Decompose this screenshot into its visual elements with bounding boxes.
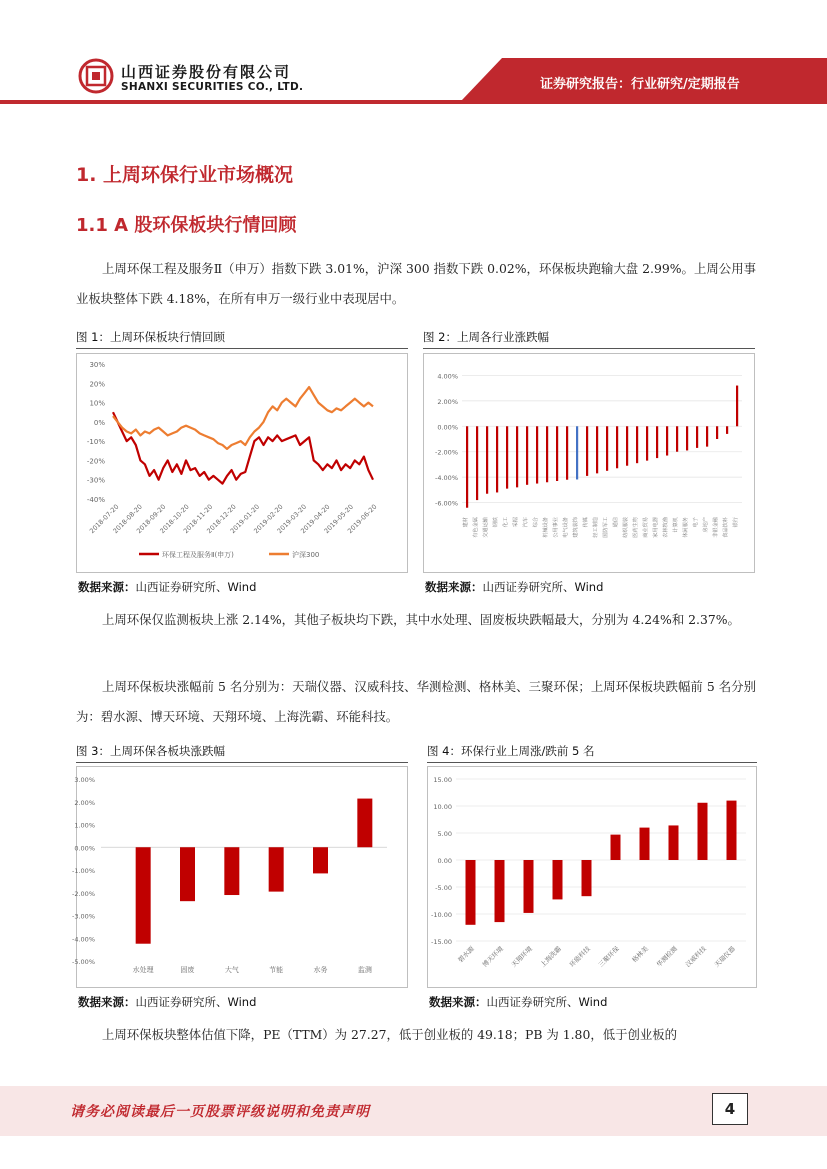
fig4-y-tick-label: 0.00 (437, 857, 452, 865)
fig2-bar (706, 426, 708, 446)
fig3-y-tick-label: -3.00% (72, 912, 95, 921)
fig4-y-tick-label: 10.00 (433, 803, 452, 811)
fig1-source-text: 山西证券研究所、Wind (135, 580, 257, 594)
fig4-y-tick-label: -5.00 (435, 884, 452, 892)
fig1-x-tick-label: 2018-08-20 (111, 502, 144, 536)
fig4-y-tick-label: -15.00 (431, 938, 452, 946)
fig2-bar (486, 426, 488, 493)
fig4-x-tick-label: 华测检测 (654, 944, 679, 969)
fig3-title-rule (76, 762, 408, 763)
fig3-source-label: 数据来源： (78, 995, 136, 1009)
fig3-title: 图 3：上周环保各板块涨跌幅 (76, 744, 225, 758)
fig4-bar (553, 860, 563, 899)
fig2-x-tick-label: 房地产 (703, 517, 709, 533)
fig1-y-tick-label: -20% (86, 457, 105, 466)
fig2-x-tick-label: 国防军工 (603, 517, 609, 538)
fig2-bar (596, 426, 598, 473)
fig2-bar (556, 426, 558, 481)
paragraph-1 (76, 254, 756, 314)
fig4-x-tick-label: 天翔环境 (509, 944, 534, 969)
fig2-bar (516, 426, 518, 487)
fig3-x-tick-label: 大气 (224, 966, 239, 974)
fig1-x-tick-label: 2019-01-20 (228, 502, 262, 536)
fig2-x-tick-label: 机械设备 (543, 517, 549, 538)
fig2-bar (616, 426, 618, 468)
fig1-series-line-0 (113, 412, 373, 483)
fig2-bar (576, 426, 578, 479)
section-heading: 1. 上周环保行业市场概况 (76, 164, 294, 186)
fig4-x-tick-label: 格林美 (630, 944, 650, 965)
fig2-x-tick-label: 纺织服装 (623, 517, 629, 538)
fig3-y-tick-label: -4.00% (72, 935, 95, 944)
fig2-bar (736, 386, 738, 427)
fig4-y-tick-label: 15.00 (433, 776, 452, 784)
fig4-source-text: 山西证券研究所、Wind (486, 995, 608, 1009)
fig2-bar (666, 426, 668, 455)
fig2-bar (686, 426, 688, 450)
fig1-title: 图 1：上周环保板块行情回顾 (76, 330, 225, 344)
fig4-y-tick-label: -10.00 (431, 911, 452, 919)
report-type: 证券研究报告：行业研究/定期报告 (540, 77, 740, 92)
fig3-y-tick-label: 2.00% (74, 798, 95, 807)
fig1-title-rule (76, 348, 408, 349)
fig2-title-rule (423, 348, 755, 349)
fig2-bar (626, 426, 628, 465)
fig3-y-tick-label: -1.00% (72, 867, 95, 875)
fig1-x-tick-label: 2019-02-20 (252, 502, 285, 536)
footer-disclaimer: 请务必阅读最后一页股票评级说明和免责声明 (70, 1104, 370, 1120)
fig2-bar (726, 426, 728, 434)
fig1-x-tick-label: 2018-12-20 (205, 502, 238, 536)
fig2-source-text: 山西证券研究所、Wind (482, 580, 604, 594)
fig1-x-tick-label: 2019-06-20 (346, 502, 379, 536)
fig4-bar (669, 825, 679, 860)
fig2-x-tick-label: 医药生物 (633, 517, 639, 538)
fig1-y-tick-label: 0% (93, 418, 105, 427)
paragraph-2-text: 上周环保仅监测板块上涨 2.14%，其他子板块均下跌，其中水处理、固废板块跌幅最大，分别为 4.24%和 2.37%。 (102, 612, 740, 627)
fig2-x-tick-label: 化工 (503, 517, 509, 528)
fig2-bar (566, 426, 568, 479)
page-header (0, 0, 827, 110)
fig3-source-text: 山西证券研究所、Wind (135, 995, 257, 1009)
fig3-bar (136, 847, 151, 943)
paragraph-4 (76, 1020, 756, 1050)
fig2-x-tick-label: 电气设备 (563, 517, 569, 538)
fig3-chart (72, 767, 407, 987)
fig3-source (78, 994, 256, 1010)
fig4-source (429, 994, 607, 1010)
fig1-chart (77, 354, 407, 572)
fig2-bar (656, 426, 658, 458)
fig2-x-tick-label: 家用电器 (653, 517, 659, 538)
fig2-x-tick-label: 建材 (463, 517, 469, 528)
fig2-x-tick-label: 计算机 (673, 517, 679, 533)
fig2-x-tick-label: 电子 (693, 517, 699, 528)
fig1-x-tick-label: 2018-07-20 (88, 502, 121, 536)
fig3-chart-frame (72, 766, 408, 988)
fig4-title: 图 4：环保行业上周涨/跌前 5 名 (427, 744, 595, 758)
fig2-x-tick-label: 通信 (613, 517, 619, 528)
fig4-x-tick-label: 博天环境 (480, 944, 505, 969)
fig1-legend-label-1: 沪深300 (292, 551, 320, 559)
fig2-x-tick-label: 农林牧渔 (663, 517, 669, 538)
fig4-title-rule (427, 762, 757, 763)
fig2-x-tick-label: 采掘 (513, 517, 519, 528)
fig2-source-label: 数据来源： (425, 580, 483, 594)
fig4-bar (611, 835, 621, 860)
fig2-bar (506, 426, 508, 488)
fig1-source (78, 579, 256, 595)
fig3-bar (224, 847, 239, 895)
fig2-x-tick-label: 休闲服务 (683, 517, 689, 538)
fig2-chart-frame (423, 353, 755, 573)
paragraph-2 (76, 605, 756, 635)
fig3-bar (180, 847, 195, 901)
fig2-bar (586, 426, 588, 476)
fig1-series-line-1 (113, 387, 373, 449)
fig2-x-tick-label: 有色金属 (473, 517, 479, 538)
fig1-x-tick-label: 2019-04-20 (299, 502, 332, 536)
fig2-x-tick-label: 商业贸易 (643, 517, 649, 538)
fig4-x-tick-label: 三聚环保 (596, 944, 621, 969)
subsection-heading: 1.1 A 股环保板块行情回顾 (76, 215, 297, 236)
fig2-chart (424, 354, 754, 572)
fig2-x-tick-label: 综合 (533, 517, 539, 528)
company-logo-icon (78, 58, 114, 94)
fig3-x-tick-label: 监测 (357, 966, 372, 974)
fig1-y-tick-label: 30% (89, 361, 105, 369)
fig3-y-tick-label: -2.00% (72, 889, 95, 898)
fig1-chart-frame (76, 353, 408, 573)
fig2-x-tick-label: 建筑装饰 (573, 517, 579, 538)
fig2-y-tick-label: 0.00% (437, 423, 458, 432)
fig2-bar (696, 426, 698, 448)
fig3-y-tick-label: 3.00% (74, 776, 95, 784)
company-name-cn: 山西证券股份有限公司 (121, 63, 292, 81)
fig4-bar (698, 803, 708, 860)
fig2-source (425, 579, 603, 595)
fig4-y-tick-label: 5.00 (437, 830, 452, 838)
fig2-y-tick-label: 2.00% (437, 397, 458, 406)
fig2-bar (466, 426, 468, 507)
fig1-y-tick-label: -40% (86, 496, 105, 504)
fig3-y-tick-label: 1.00% (74, 821, 95, 830)
fig3-bar (357, 799, 372, 848)
fig2-bar (526, 426, 528, 485)
fig4-source-label: 数据来源： (429, 995, 487, 1009)
fig2-y-tick-label: 4.00% (437, 372, 458, 381)
fig1-x-tick-label: 2019-05-20 (322, 502, 355, 536)
fig1-x-tick-label: 2018-10-20 (158, 502, 191, 536)
fig2-x-tick-label: 传媒 (583, 517, 589, 528)
fig2-x-tick-label: 银行 (733, 517, 739, 528)
fig2-y-tick-label: -4.00% (435, 474, 458, 483)
fig2-x-tick-label: 轻工制造 (593, 517, 599, 538)
fig3-y-tick-label: -5.00% (72, 958, 95, 966)
paragraph-4-text: 上周环保板块整体估值下降，PE（TTM）为 27.27，低于创业板的 49.18；PB 为 1.80，低于创业板的 (102, 1027, 678, 1042)
fig1-x-tick-label: 2018-09-20 (134, 502, 168, 536)
fig4-x-tick-label: 天瑞仪器 (712, 944, 737, 969)
fig2-bar (676, 426, 678, 451)
fig2-bar (496, 426, 498, 492)
fig4-x-tick-label: 汉威科技 (683, 944, 708, 969)
fig4-chart-frame (427, 766, 757, 988)
fig2-bar (606, 426, 608, 471)
fig2-x-tick-label: 汽车 (523, 517, 529, 528)
fig3-x-tick-label: 水务 (313, 966, 328, 974)
fig4-x-tick-label: 环能科技 (567, 944, 592, 969)
fig2-bar (716, 426, 718, 439)
fig3-bar (313, 847, 328, 873)
header-divider (0, 100, 827, 104)
fig2-bar (546, 426, 548, 482)
fig3-bar (269, 847, 284, 891)
fig4-bar (524, 860, 534, 913)
fig3-x-tick-label: 水处理 (132, 966, 154, 974)
fig4-bar (582, 860, 592, 896)
page-number: 4 (712, 1093, 748, 1125)
fig1-legend-label-0: 环保工程及服务Ⅱ(申万) (162, 551, 234, 559)
fig2-x-tick-label: 食品饮料 (723, 517, 729, 538)
fig1-y-tick-label: -30% (86, 476, 105, 485)
fig1-source-label: 数据来源： (78, 580, 136, 594)
fig2-bar (646, 426, 648, 460)
fig4-bar (466, 860, 476, 925)
fig1-x-tick-label: 2018-11-20 (181, 502, 215, 536)
fig4-bar (727, 801, 737, 860)
fig2-title: 图 2：上周各行业涨跌幅 (423, 330, 549, 344)
paragraph-1-text: 上周环保工程及服务Ⅱ（申万）指数下跌 3.01%，沪深 300 指数下跌 0.02%，环保板块跑输大盘 2.99%。上周公用事业板块整体下跌 4.18%，在所有申万一级行业中表现居中。 (76, 261, 756, 306)
fig4-x-tick-label: 上海洗霸 (538, 944, 563, 969)
fig2-x-tick-label: 交通运输 (483, 517, 489, 538)
fig1-x-tick-label: 2019-03-20 (275, 502, 309, 536)
fig3-x-tick-label: 节能 (269, 966, 284, 974)
fig4-x-tick-label: 碧水源 (456, 944, 476, 965)
company-name-en: SHANXI SECURITIES CO., LTD. (121, 81, 304, 93)
fig2-x-tick-label: 公用事业 (553, 517, 559, 538)
paragraph-3-text: 上周环保板块涨幅前 5 名分别为：天瑞仪器、汉威科技、华测检测、格林美、三聚环保；上周环保板块跌幅前 5 名分别为：碧水源、博天环境、天翔环境、上海洗霸、环能科技。 (76, 679, 756, 724)
fig1-y-tick-label: 10% (89, 399, 105, 408)
fig1-y-tick-label: -10% (86, 438, 105, 447)
fig2-bar (536, 426, 538, 483)
fig4-bar (495, 860, 505, 922)
fig2-bar (476, 426, 478, 500)
fig2-x-tick-label: 非银金融 (713, 517, 719, 538)
fig4-chart (428, 767, 756, 987)
fig2-y-tick-label: -6.00% (435, 499, 458, 508)
paragraph-3 (76, 672, 756, 732)
fig3-x-tick-label: 固废 (180, 966, 195, 974)
fig3-y-tick-label: 0.00% (74, 844, 95, 853)
fig2-bar (636, 426, 638, 463)
fig2-x-tick-label: 钢铁 (493, 517, 499, 528)
fig2-y-tick-label: -2.00% (435, 448, 458, 457)
fig1-y-tick-label: 20% (89, 380, 105, 389)
fig4-bar (640, 828, 650, 860)
